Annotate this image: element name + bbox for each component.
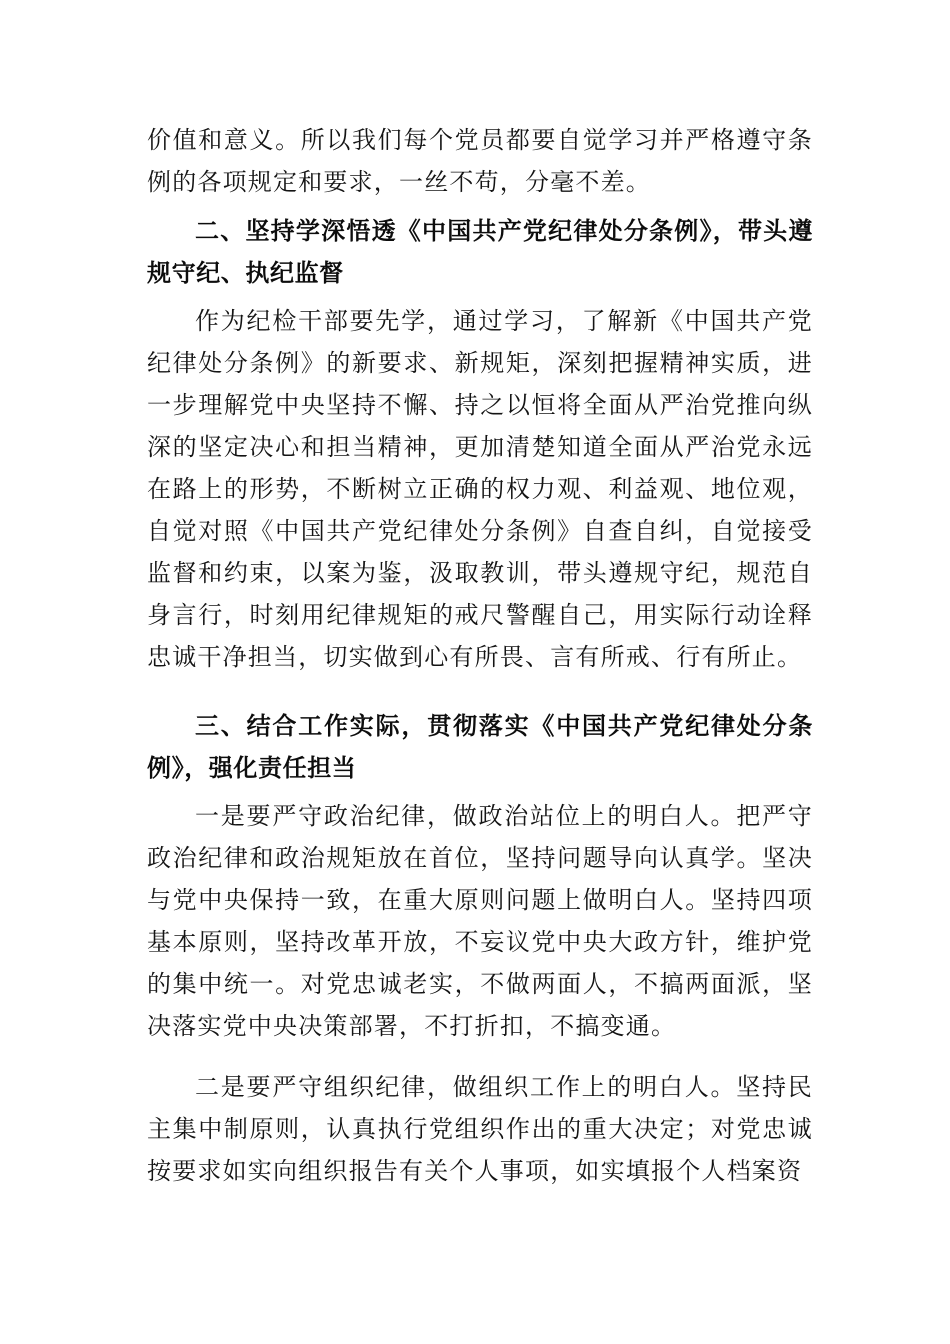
paragraph-body: 作为纪检干部要先学，通过学习，了解新《中国共产党纪律处分条例》的新要求、新规矩，深刻把握精神实质，进一步理解党中央坚持不懈、持之以恒将全面从严治党推向纵深的坚定决心和担当精神，更加清楚知道全面从严治党永远在路上的形势，不断树立正确的权力观、利益观、地位观，自觉对照《中国共产党纪律处分条例》自查自纠，自觉接受监督和约束，以案为鉴，汲取教训，带头遵规守纪，规范自身言行，时刻用纪律规矩的戒尺警醒自己，用实际行动诠释忠诚干净担当，切实做到心有所畏、言有所戒、行有所止。 [147, 307, 813, 671]
paragraph-body: 二是要严守组织纪律，做组织工作上的明白人。坚持民主集中制原则，认真执行党组织作出的重大决定；对党忠诚按要求如实向组织报告有关个人事项，如实填报个人档案资 [147, 1073, 813, 1185]
paragraph-body: 一是要严守政治纪律，做政治站位上的明白人。把严守政治纪律和政治规矩放在首位，坚持问题导向认真学。坚决与党中央保持一致，在重大原则问题上做明白人。坚持四项基本原则，坚持改革开放，不妄议党中央大政方针，维护党的集中统一。对党忠诚老实，不做两面人，不搞两面派，坚决落实党中央决策部署，不打折扣，不搞变通。 [147, 802, 813, 1040]
section-heading-3: 三、结合工作实际，贯彻落实《中国共产党纪律处分条例》，强化责任担当 [147, 712, 813, 782]
section-heading-2: 二、坚持学深悟透《中国共产党纪律处分条例》，带头遵规守纪、执纪监督 [147, 217, 813, 287]
paragraph-continued: 价值和意义。所以我们每个党员都要自觉学习并严格遵守条例的各项规定和要求，一丝不苟，分毫不差。 [147, 126, 813, 196]
